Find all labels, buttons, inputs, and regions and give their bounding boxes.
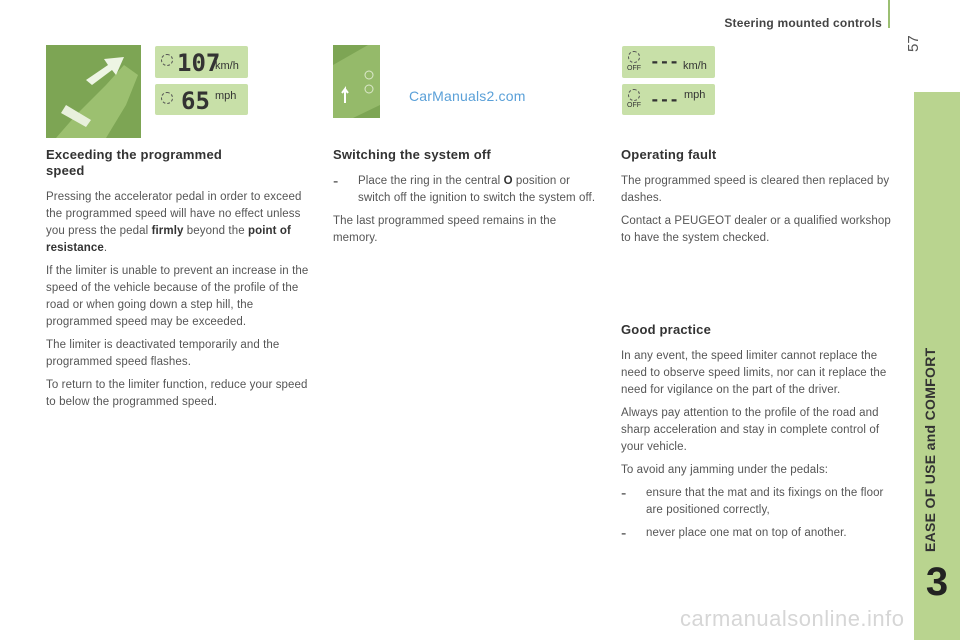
section-switching-off — [333, 147, 598, 253]
running-header: Steering mounted controls — [724, 16, 882, 30]
fault-digits: --- — [650, 90, 679, 109]
limiter-icon — [161, 54, 173, 66]
paragraph: If the limiter is unable to prevent an increase in the speed of the vehicle because of the profile of the road or when going down a step hill, the programmed speed may be exceeded. — [46, 265, 309, 328]
speed-display-kmh — [155, 46, 248, 78]
paragraph: In any event, the speed limiter cannot replace the need to observe speed limits, nor can it replace the need for vigilance on the part of the driver. — [621, 350, 887, 396]
speed-unit: mph — [215, 90, 237, 102]
header-divider — [888, 0, 890, 28]
off-label: OFF — [627, 65, 641, 72]
paragraph: To return to the limiter function, reduce your speed to below the programmed speed. — [46, 379, 308, 408]
speed-digits: 65 — [181, 87, 210, 115]
page-number: 57 — [905, 35, 922, 52]
limiter-ring-illustration — [333, 45, 380, 118]
limiter-icon — [628, 51, 640, 63]
list-item: - ensure that the mat and its fixings on the floor are positioned correctly, — [621, 485, 896, 525]
fault-digits: --- — [650, 52, 679, 71]
paragraph: The limiter is deactivated temporarily and the programmed speed flashes. — [46, 339, 280, 368]
section-heading: Good practice — [621, 322, 712, 337]
section-operating-fault — [621, 147, 896, 253]
limiter-icon — [161, 92, 173, 104]
paragraph: To avoid any jamming under the pedals: — [621, 464, 829, 476]
limiter-icon — [628, 89, 640, 101]
accelerator-pedal-illustration — [46, 45, 141, 138]
list-item: - never place one mat on top of another. — [621, 525, 896, 548]
control-stalk-icon — [333, 45, 380, 118]
watermark-text: CarManuals2.com — [409, 88, 526, 104]
section-heading: Exceeding the programmed speed — [46, 147, 223, 178]
fault-display-kmh — [622, 46, 715, 78]
pedal-icon — [46, 45, 141, 138]
section-good-practice — [621, 322, 896, 548]
footer-watermark: carmanualsonline.info — [680, 606, 905, 631]
bullet-dash: - — [621, 525, 627, 542]
paragraph: The last programmed speed remains in the memory. — [333, 215, 557, 244]
fault-display-mph — [622, 84, 715, 115]
speed-digits: 107 — [177, 49, 221, 77]
paragraph: Contact a PEUGEOT dealer or a qualified workshop to have the system checked. — [621, 215, 891, 244]
paragraph: Always pay attention to the profile of the road and sharp acceleration and stay in complete control of your vehicle. — [621, 407, 880, 453]
section-exceeding-speed — [46, 147, 316, 417]
chapter-title: EASE OF USE and COMFORT — [922, 347, 938, 552]
paragraph: The programmed speed is cleared then replaced by dashes. — [621, 175, 890, 204]
paragraph: Pressing the accelerator pedal in order to exceed the programmed speed will have no effect unless you press the pedal firmly beyond the point of resistance. — [46, 191, 302, 254]
speed-display-mph — [155, 84, 248, 115]
speed-unit: mph — [684, 89, 706, 101]
list-item: - Place the ring in the central O position or switch off the ignition to switch the system off. — [333, 173, 598, 213]
section-heading: Operating fault — [621, 147, 717, 162]
speed-unit: km/h — [683, 60, 707, 72]
speed-unit: km/h — [215, 60, 239, 72]
bullet-dash: - — [333, 173, 339, 190]
section-heading: Switching the system off — [333, 147, 491, 162]
chapter-number: 3 — [925, 560, 949, 604]
bullet-dash: - — [621, 485, 627, 502]
off-label: OFF — [627, 102, 641, 109]
